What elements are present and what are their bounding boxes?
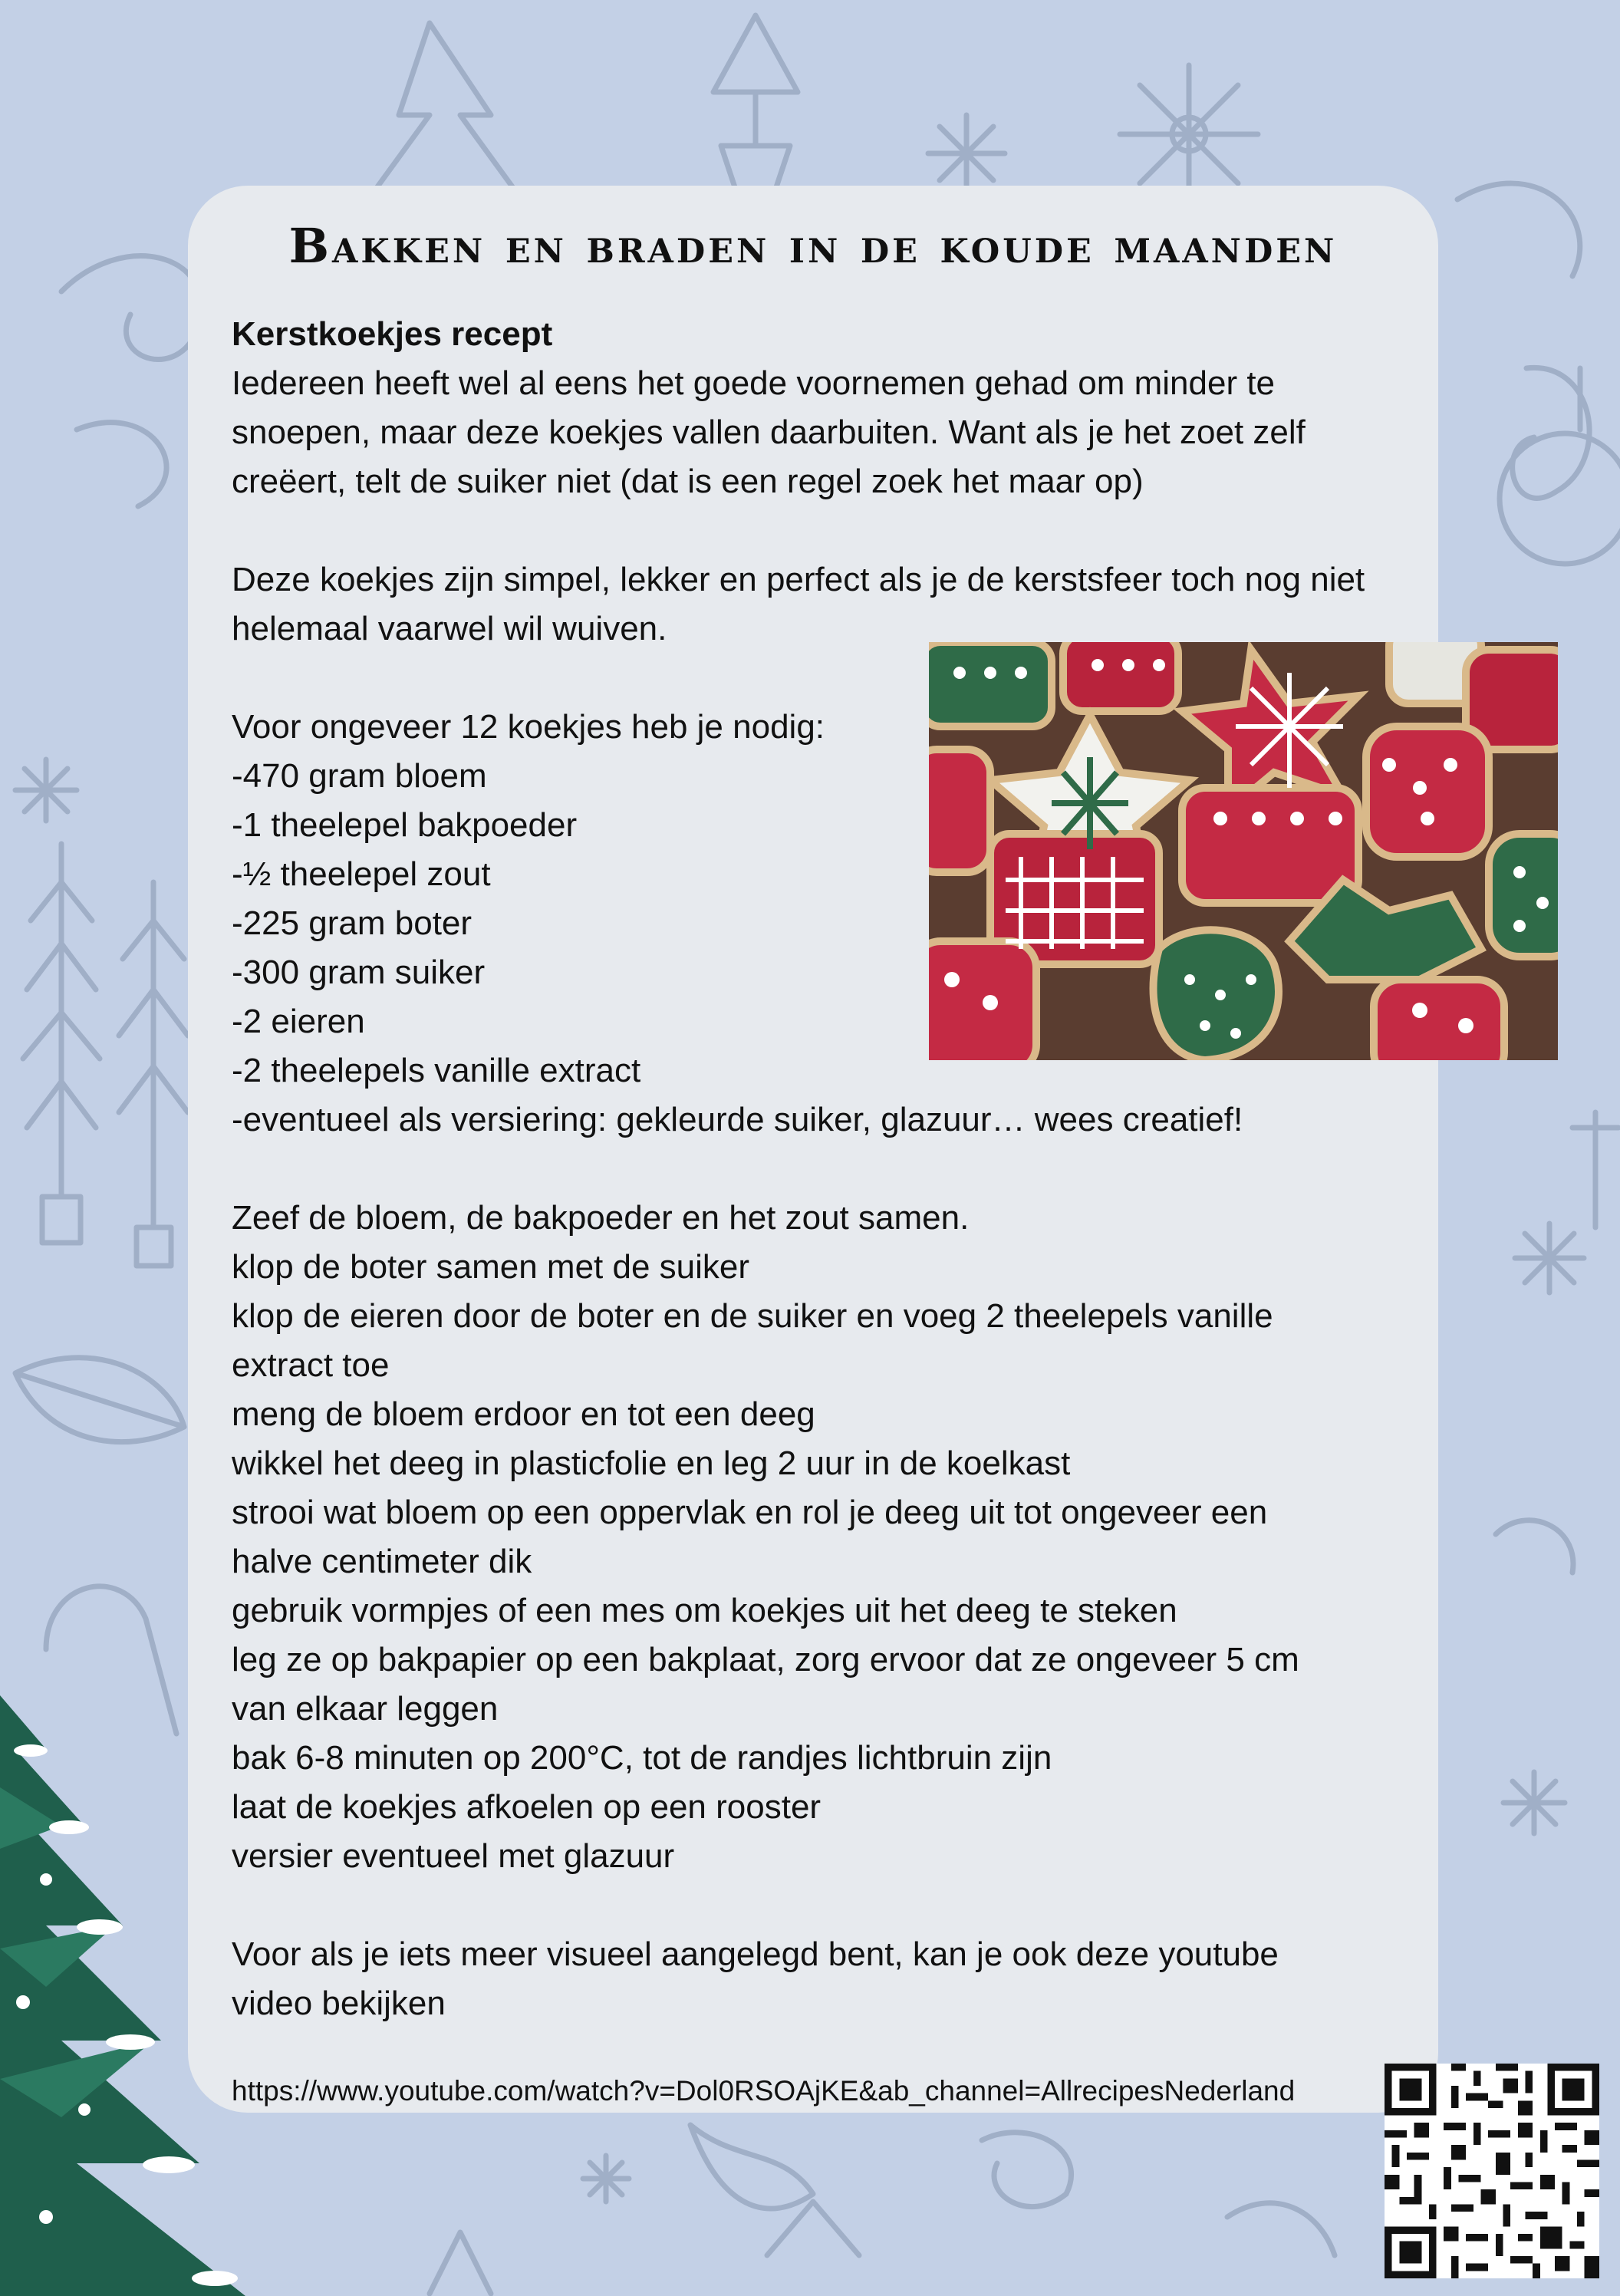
step-item: wikkel het deeg in plasticfolie en leg 2 uur in de koelkast [232, 1444, 1071, 1482]
ingredient-item: -2 theelepels vanille extract [232, 1052, 641, 1089]
recipe-intro: Iedereen heeft wel al eens het goede voornemen gehad om minder te snoepen, maar deze koekjes vallen daarbuiten. Want als je het zoet zelf creëert, telt de suiker niet (dat is een regel zoek het maar op) [232, 364, 1306, 500]
ingredient-item: -225 gram boter [232, 904, 472, 942]
step-item: Zeef de bloem, de bakpoeder en het zout samen. [232, 1199, 970, 1237]
recipe-content [232, 310, 1382, 2028]
ingredient-item: -470 gram bloem [232, 757, 487, 795]
decorated-christmas-cookies-photo [929, 642, 1558, 1060]
step-item: versier eventueel met glazuur [232, 1837, 675, 1875]
ingredient-item: -½ theelepel zout [232, 855, 491, 893]
step-item: leg ze op bakpapier op een bakplaat, zorg ervoor dat ze ongeveer 5 cm van elkaar leggen [232, 1641, 1299, 1728]
step-item: gebruik vormpjes of een mes om koekjes uit het deeg te steken [232, 1592, 1177, 1629]
youtube-link[interactable]: https://www.youtube.com/watch?v=Dol0RSOAjKE&ab_channel=AllrecipesNederland [232, 2075, 1296, 2107]
ingredient-item: -eventueel als versiering: gekleurde suiker, glazuur… wees creatief! [232, 1101, 1243, 1138]
christmas-tree-icon [0, 1695, 261, 2296]
step-item: strooi wat bloem op een oppervlak en rol je deeg uit tot ongeveer een halve centimeter dik [232, 1494, 1268, 1580]
ingredients-heading: Voor ongeveer 12 koekjes heb je nodig: [232, 708, 825, 746]
ingredient-item: -300 gram suiker [232, 954, 486, 991]
ingredient-item: -2 eieren [232, 1003, 365, 1040]
step-item: bak 6-8 minuten op 200°C, tot de randjes lichtbruin zijn [232, 1739, 1052, 1777]
step-item: meng de bloem erdoor en tot een deeg [232, 1395, 815, 1433]
video-text: Voor als je iets meer visueel aangelegd bent, kan je ook deze youtube video bekijken [232, 1935, 1279, 2022]
page-title: Bakken en braden in de koude maanden [288, 218, 1338, 274]
qr-code-icon [1385, 2064, 1599, 2278]
step-item: klop de eieren door de boter en de suiker en voeg 2 theelepels vanille extract toe [232, 1297, 1273, 1384]
step-item: laat de koekjes afkoelen op een rooster [232, 1788, 822, 1826]
ingredient-item: -1 theelepel bakpoeder [232, 806, 578, 844]
recipe-subtitle: Kerstkoekjes recept [232, 315, 553, 353]
recipe-description: Deze koekjes zijn simpel, lekker en perfect als je de kerstsfeer toch nog niet helemaal vaarwel wil wuiven. [232, 561, 1365, 647]
step-item: klop de boter samen met de suiker [232, 1248, 750, 1286]
